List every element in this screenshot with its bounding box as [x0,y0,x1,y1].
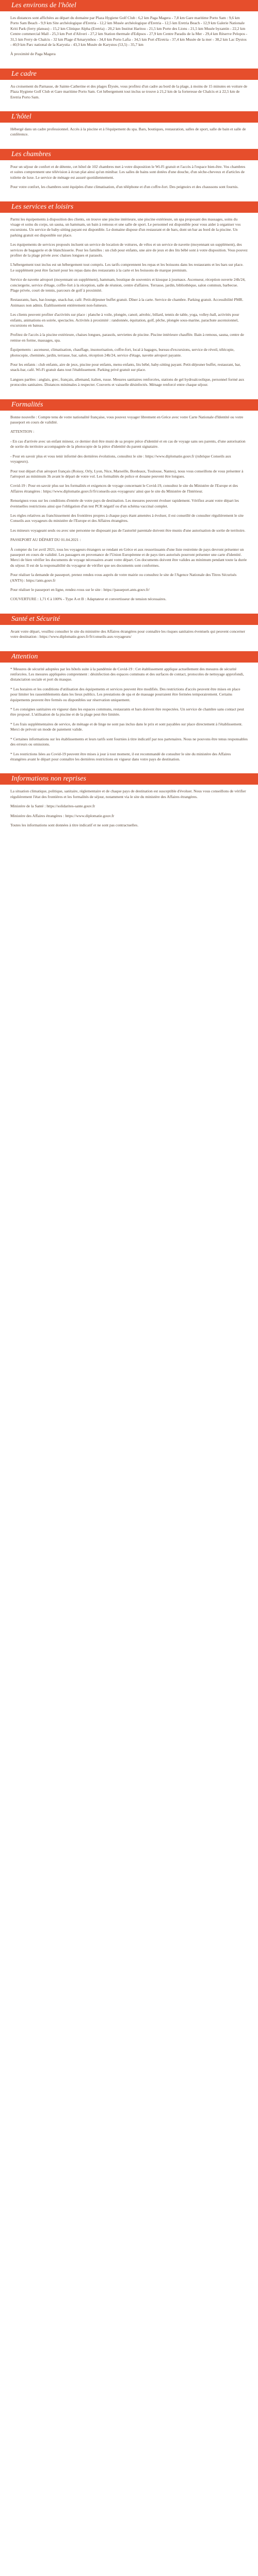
section-title: Santé et Sécurité [0,614,258,625]
section-body [0,160,258,201]
section-paragraph: Ministère de la Santé : https://solidarites-sante.gouv.fr [10,804,95,809]
section-paragraph: Équipements : ascenseur, climatisation, chauffage, insonorisation, coffre-fort, local à bagages, bureau d'excursions, service de réveil, télécopie, photocopie, cheminée, jardin, terrasse, bar, salon, réception 24h/24, service d'étage, navette aéroport payante. [10,347,235,358]
section-paragraph: L'hébergement tout inclus est un hébergement tout compris. Les tarifs comprennent les repas et les boissons dans les restaurants et les bars sur place. Le supplément peut être facturé pour les repas dans des restaurants à la carte et les boissons de marque premium. [10,262,244,273]
section-body [0,663,258,774]
section-paragraph: La situation climatique, politique, sanitaire, réglementaire et de chaque pays de destination est susceptible d'évoluer. Nous vous conseillons de vérifier régulièrement l'état des frontières et les formalités de séjour, notamment via le site du ministère des Affaires étrangères. [10,789,246,799]
section-title: Les environs de l'hôtel [0,0,258,11]
section-body [0,80,258,111]
section-paragraph: Renseignez-vous sur les conditions d'entrée de votre pays de destination. Les mesures peuvent évoluer rapidement. Vérifiez avant votre départ les éventuelles restrictions ainsi que l'obligation d'un test PCR négatif ou d'un schéma vaccinal complet. [10,498,239,509]
section-paragraph: Pour réaliser la demande de passeport, prenez rendez-vous auprès de votre mairie ou consultez le site de l'Agence Nationale des Titres Sécurisés (ANTS) : https://ants.gouv.fr [10,572,237,583]
section-paragraph: Les équipements de services proposés incluent un service de location de voitures, de vélos et un service de navette (moyennant un supplément), des services de bagagerie et de blanchisserie. Pour les familles : un club pour enfants, une aire de jeux et des lits bébé sont à votre disposition. Vous pouvez profiter de la plage privée avec chaises longues et parasols. [10,242,248,258]
section-paragraph: Pour un séjour de confort et de détente, cet hôtel de 102 chambres met à votre disposition le Wi-Fi gratuit et l'accès à l'espace bien-être. Vos chambres et suites comprennent une télévision à écran plat ainsi qu'un minibar. Les salles de bains sont dotées d'une douche, d'un sèche-cheveux et d'articles de toilette de luxe. Le service de ménage est assuré quotidiennement. [10,164,246,180]
section-body [0,213,258,399]
section-paragraph: Bonne nouvelle : Compte tenu de votre nationalité française, vous pouvez voyager librement en Grèce avec votre Carte Nationale d'Identité ou votre passeport en cours de validité. [10,414,244,425]
section-paragraph: Service de navette aéroport (moyennant un supplément), hammam, boutique de souvenirs et kiosque à journaux. Ascenseur, réception ouverte 24h/24, conciergerie, service d'étage, coffre-fort à la réception, salle de réunion, centre d'affaires. Terrasse, jardin, bibliothèque, salon commun, barbecue. Plage privée, court de tennis, parcours de golf à proximité. [10,277,246,293]
section-title: Les services et loisirs [0,201,258,213]
section-paragraph: Covid-19 : Pour en savoir plus sur les formalités et exigences de voyage concernant le Covid-19, consultez le site du Ministère de l'Europe et des Affaires étrangères : https://www.diplomatie.gouv.fr/fr/conseils-aux-voyageurs/ ainsi que le site du Ministère de l'Intérieur. [10,483,238,494]
section-title: Formalités [0,399,258,411]
section-paragraph: * Les consignes sanitaires en vigueur dans les espaces communs, restaurants et bars doivent être respectées. Un service de chambre sans contact peut être proposé. L'utilisation de la piscine et de la plage peut être limitée. [10,707,244,717]
section-paragraph: Pour les enfants : club enfants, aire de jeux, piscine pour enfants, menu enfants, lits bébé, baby-sitting payant. Petit-déjeuner buffet, restaurant, bar, snack-bar, café. Wi-Fi gratuit dans tout l'établissement. Parking privé gratuit sur place. [10,362,241,372]
section-body [0,11,258,69]
section-paragraph: * Les horaires et les conditions d'utilisation des équipements et services peuvent être modifiés. Des restrictions d'accès peuvent être mises en place pour limiter les rassemblements dans les lieux publics. Les prestations de spa et de massage pourraient être fermées temporairement. Certains équipements peuvent être fermés ou disponibles sur réservation uniquement. [10,686,240,702]
section-title: Informations non reprises [0,773,258,785]
section-title: Le cadre [0,69,258,80]
section-paragraph: * Mesures de sécurité adoptées par les hôtels suite à la pandémie de Covid-19 : Cet établissement applique actuellement des mesures de sécurité renforcées. Les mesures appliquées comprennent : désinfection des espaces communs et des surfaces de contact, protocoles de nettoyage approfondi, distanciation sociale et port du masque. [10,666,244,682]
section-paragraph: * Certaines informations sur les établissements et leurs tarifs sont fournies à titre indicatif par nos partenaires. Nous ne pouvons être tenus responsables des erreurs ou omissions. [10,736,248,747]
section-title: Attention [0,651,258,663]
section-paragraph: - Pour en savoir plus et vous tenir informé des dernières évolutions, consultez le site : https://www.diplomatie.gouv.fr (rubrique Conseils aux voyageurs). [10,453,231,464]
section-paragraph: Les règles relatives au franchissement des frontières propres à chaque pays étant amenées à évoluer, il est conseillé de consulter régulièrement le site Conseils aux voyageurs du ministère de l'Europe et des Affaires étrangères. [10,513,244,523]
section-2 [0,111,258,149]
section-paragraph: Toutes les informations sont données à titre indicatif et ne sont pas contractuelles. [10,822,139,827]
section-5 [0,399,258,614]
section-paragraph: - En cas d'arrivée avec un enfant mineur, ce dernier doit être muni de sa propre pièce d'identité et en cas de voyage sans ses parents, d'une autorisation de sortie du territoire accompagnée de la photocopie de la pièce d'identité du parent signataire. [10,438,246,449]
section-body [0,411,258,614]
hotel-info-page [0,0,258,839]
section-paragraph: Hébergé dans un cadre professionnel. Accès à la piscine et à l'équipement du spa. Bars, boutiques, restauration, salles de sport, salle de bain et salle de conférence. [10,127,246,137]
section-body [0,785,258,839]
section-paragraph: COUVERTURE : 1,71 € à 100% - Type A et B : Adaptateur et convertisseur de tension nécessaires. [10,597,167,602]
section-paragraph: Ministère des Affaires étrangères : https://www.diplomatie.gouv.fr [10,813,115,818]
section-body [0,625,258,651]
section-paragraph: Les mineurs voyageant seuls ou avec une personne ne disposant pas de l'autorité parentale doivent être munis d'une autorisation de sortie de territoire. [10,528,246,533]
section-title: L'hôtel [0,111,258,123]
section-paragraph: À proximité de Paga Magera [10,52,56,57]
section-paragraph: Au croisement du Parnasse, de Sainte-Catherine et des plages Élysée, vous profitez d'un cadre au bord de la plage, à moins de 15 minutes en voiture de Plaza Hygiene Golf Club et Gare maritime Porto Sam. Cet hébergement tout inclus se trouve à 21,2 km de la forteresse de Chalcis et à 22,5 km de Eretria Porto Sam. [10,83,248,99]
section-3 [0,149,258,201]
section-paragraph: À compter du 1er avril 2021, tous les voyageurs étrangers se rendant en Grèce et aux ressortissants d'une liste restreinte de pays devront présenter un passeport en cours de validité. Les passagers en provenance de l'Union Européenne et de pays tiers autorisés pourront présenter une carte d'identité. Merci de bien vérifier les documents de voyage nécessaires avant votre départ. Ces documents doivent être valides au minimum pendant toute la durée du séjour. Il est de la responsabilité du voyageur de vérifier que ses documents sont conformes. [10,547,247,568]
section-paragraph: Pour réaliser le passeport en ligne, rendez-vous sur le site : https://passeport.ants.gouv.fr/ [10,587,150,592]
section-paragraph: Parmi les équipements à disposition des clients, on trouve une piscine intérieure, une piscine extérieure, un spa proposant des massages, soins du visage et soins du corps, un sauna, un hammam, un bain à remous et une salle de sport. Le personnel est disponible pour vous aider à organiser vos excursions. Un service de baby-sitting payant est disponible. Le domaine dispose d'un restaurant et de bars, dont un bar au bord de la piscine. Un parking gratuit est disponible sur place. [10,216,241,238]
section-paragraph: Pour votre confort, les chambres sont équipées d'une climatisation, d'un téléphone et d'un coffre-fort. Des peignoirs et des chaussons sont fournis. [10,184,239,190]
section-title: Les chambres [0,149,258,160]
section-paragraph: Pour tout départ d'un aéroport français (Roissy, Orly, Lyon, Nice, Marseille, Bordeaux, Toulouse, Nantes), nous vous conseillons de vous présenter à l'aéroport au minimum 3h avant le départ de votre vol. Les formalités de police et douane peuvent être longues. [10,468,244,479]
section-paragraph: Restaurants, bars, bar-lounge, snack-bar, café. Petit-déjeuner buffet gratuit. Dîner à la carte. Service de chambre. Parking gratuit. Accessibilité PMR. Animaux non admis. Établissement entièrement non-fumeurs. [10,297,244,308]
section-4 [0,201,258,399]
section-paragraph: PASSEPORT AU DÉPART DU 01.04.2021 : [10,537,81,543]
section-paragraph: * Les restrictions liées au Covid-19 peuvent être mises à jour à tout moment, il est recommandé de consulter le site du ministère des Affaires étrangères avant le départ pour connaître les dernières restrictions en vigueur dans votre pays de destination. [10,751,231,761]
section-1 [0,69,258,111]
section-paragraph: Avant votre départ, veuillez consulter le site du ministère des Affaires étrangères pour connaître les risques sanitaires éventuels qui peuvent concerner votre destination : https://www.diplomatie.gouv.fr/fr/conseils-aux-voyageurs/ [10,629,245,639]
section-paragraph: Profitez de l'accès à la piscine extérieure, chaises longues, parasols, serviettes de piscine. Piscine intérieure chauffée. Bain à remous, sauna, centre de remise en forme, massages, spa. [10,332,244,343]
section-8 [0,773,258,839]
section-7 [0,651,258,774]
section-paragraph: * Les frais supplémentaires de service, de ménage et de linge ne sont pas inclus dans le prix et sont payables sur place directement à l'établissement. Merci de prévoir un mode de paiement valide. [10,721,243,732]
section-body [0,123,258,149]
section-paragraph: Langues parlées : anglais, grec, français, allemand, italien, russe. Mesures sanitaires renforcées, stations de gel hydroalcoolique, personnel formé aux protocoles sanitaires. Distances minimales à respecter. Couverts et vaisselle désinfectés. Ménage renforcé entre chaque séjour. [10,377,245,387]
section-paragraph: Les clients peuvent profiter d'activités sur place : planche à voile, plongée, canoë, aérobic, billard, tennis de table, yoga, volley-ball, activités pour enfants, animations en soirée, spectacles. Activités à proximité : randonnée, équitation, golf, pêche, plongée sous-marine, parachute ascensionnel, excursions en bateau. [10,312,239,328]
section-6 [0,614,258,651]
section-paragraph: ATTENTION : [10,429,35,434]
section-0 [0,0,258,69]
section-paragraph: Les distances sont affichées au départ du domaine par Plaza Hygiene Golf Club : 6,2 km Paga Magera - 7,8 km Gare maritime Porto Sam : 9,6 km Porto Sam Beach - 9,9 km Site archéologique d'Eretria - 12,2 km Musée archéologique d'Eretria - 12,5 km Eretria Beach - 12,9 km Galerie Nationale Kriti Park (ferry plateau) - 15,2 km Clinique Alpha (Eretria) - 20,2 km Institut Haritou - 21,5 km Porte des Lions - 21,5 km Musée byzantin - 22,2 km Centre commercial Mall - 25,3 km Port d'Aliveri - 27,2 km Station thermale d'Edipsos - 27,9 km Centre Paradis de la Mer - 29,4 km Réserve Pelopos - 31,5 km Ferry de Chalcis - 32 km Plage d'Amarynthos - 34,0 km Porto Lafia - 34,5 km Port d'Eretria - 37,4 km Musée de la mer - 38,2 km Lac Dystos - 40,9 km Parc national de la Karystia - 43,3 km Musée de Karystos (53,5) - 35,7 km [10,15,248,47]
